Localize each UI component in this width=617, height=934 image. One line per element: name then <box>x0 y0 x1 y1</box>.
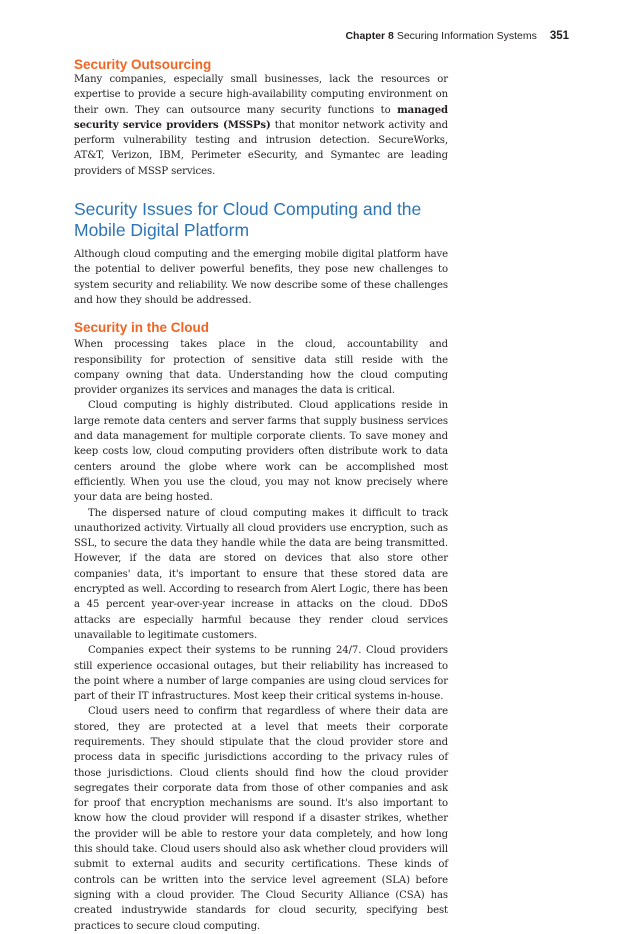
cloud-paragraph-4: Companies expect their systems to be running 24/7. Cloud providers still experience occasional outages, but their reliability has increased to the point where a number of large companies are using cloud services for part of their IT infrastructures. Most keep their critical systems in-house. <box>74 645 448 703</box>
running-header <box>345 30 569 42</box>
cloud-paragraph-2: Cloud computing is highly distributed. Cloud applications reside in large remote data centers and server farms that supply business services and data management for multiple corporate clients. To save money and keep costs low, cloud computing providers often distribute work to data centers around the globe where work can be accomplished most efficiently. When you use the cloud, you may not know precisely where your data are being hosted. <box>74 400 448 504</box>
page-number: 351 <box>549 30 569 42</box>
cloud-paragraph-3: The dispersed nature of cloud computing makes it difficult to track unauthorized activity. Virtually all cloud providers use encryption, such as SSL, to secure the data they handle while the data are being transmitted. However, if the data are stored on devices that also store other companies' data, it's important to ensure that these stored data are encrypted as well. According to research from Alert Logic, there has been a 45 percent year-over-year increase in attacks on the cloud. DDoS attacks are especially harmful because they render cloud services unavailable to legitimate customers. <box>74 507 448 641</box>
security-outsourcing-paragraph <box>74 72 448 179</box>
body-column <box>74 57 448 934</box>
cloud-mobile-section-heading: Security Issues for Cloud Computing and the Mobile Digital Platform <box>74 199 422 241</box>
outsourcing-text-after: that monitor network activity and perform vulnerability testing and intrusion detection. SecureWorks, AT&T, Verizon, IBM, Perimeter eSecurity, and Symantec are leading providers of MSSP services. <box>74 119 448 177</box>
mssp-term: managed security service providers (MSSPs) <box>74 104 448 131</box>
cloud-paragraph-5: Cloud users need to confirm that regardless of where their data are stored, they are protected at a level that meets their corporate requirements. They should stipulate that the cloud provider store and process data in specific jurisdictions according to the privacy rules of those jurisdictions. Cloud clients should find how the cloud provider segregates their corporate data from those of other companies and ask for proof that encryption mechanisms are sound. It's also important to know how the cloud provider will respond if a disaster strikes, whether the provider will be able to restore your data completely, and how long this should take. Cloud users should also ask whether cloud providers will submit to external audits and security certifications. These kinds of controls can be written into the service level agreement (SLA) before signing with a cloud provider. The Cloud Security Alliance (CSA) has created industrywide standards for cloud security, specifying best practices to secure cloud computing. <box>74 706 448 932</box>
security-in-cloud-heading: Security in the Cloud <box>74 320 210 336</box>
cloud-paragraph-1: When processing takes place in the cloud, accountability and responsibility for protection of sensitive data still reside with the company owning that data. Understanding how the cloud computing provider organizes its services and manages the data is critical. <box>74 339 448 397</box>
chapter-label: Chapter 8 <box>345 30 394 42</box>
outsourcing-text-before: Many companies, especially small businesses, lack the resources or expertise to provide a secure high-availability computing environment on their own. They can outsource many security functions to <box>74 74 448 116</box>
chapter-title: Securing Information Systems <box>396 30 537 42</box>
cloud-mobile-intro-paragraph: Although cloud computing and the emerging mobile digital platform have the potential to deliver powerful benefits, they pose new challenges to system security and reliability. We now describe some of these challenges and how they should be addressed. <box>74 249 448 306</box>
security-outsourcing-heading: Security Outsourcing <box>74 57 212 72</box>
